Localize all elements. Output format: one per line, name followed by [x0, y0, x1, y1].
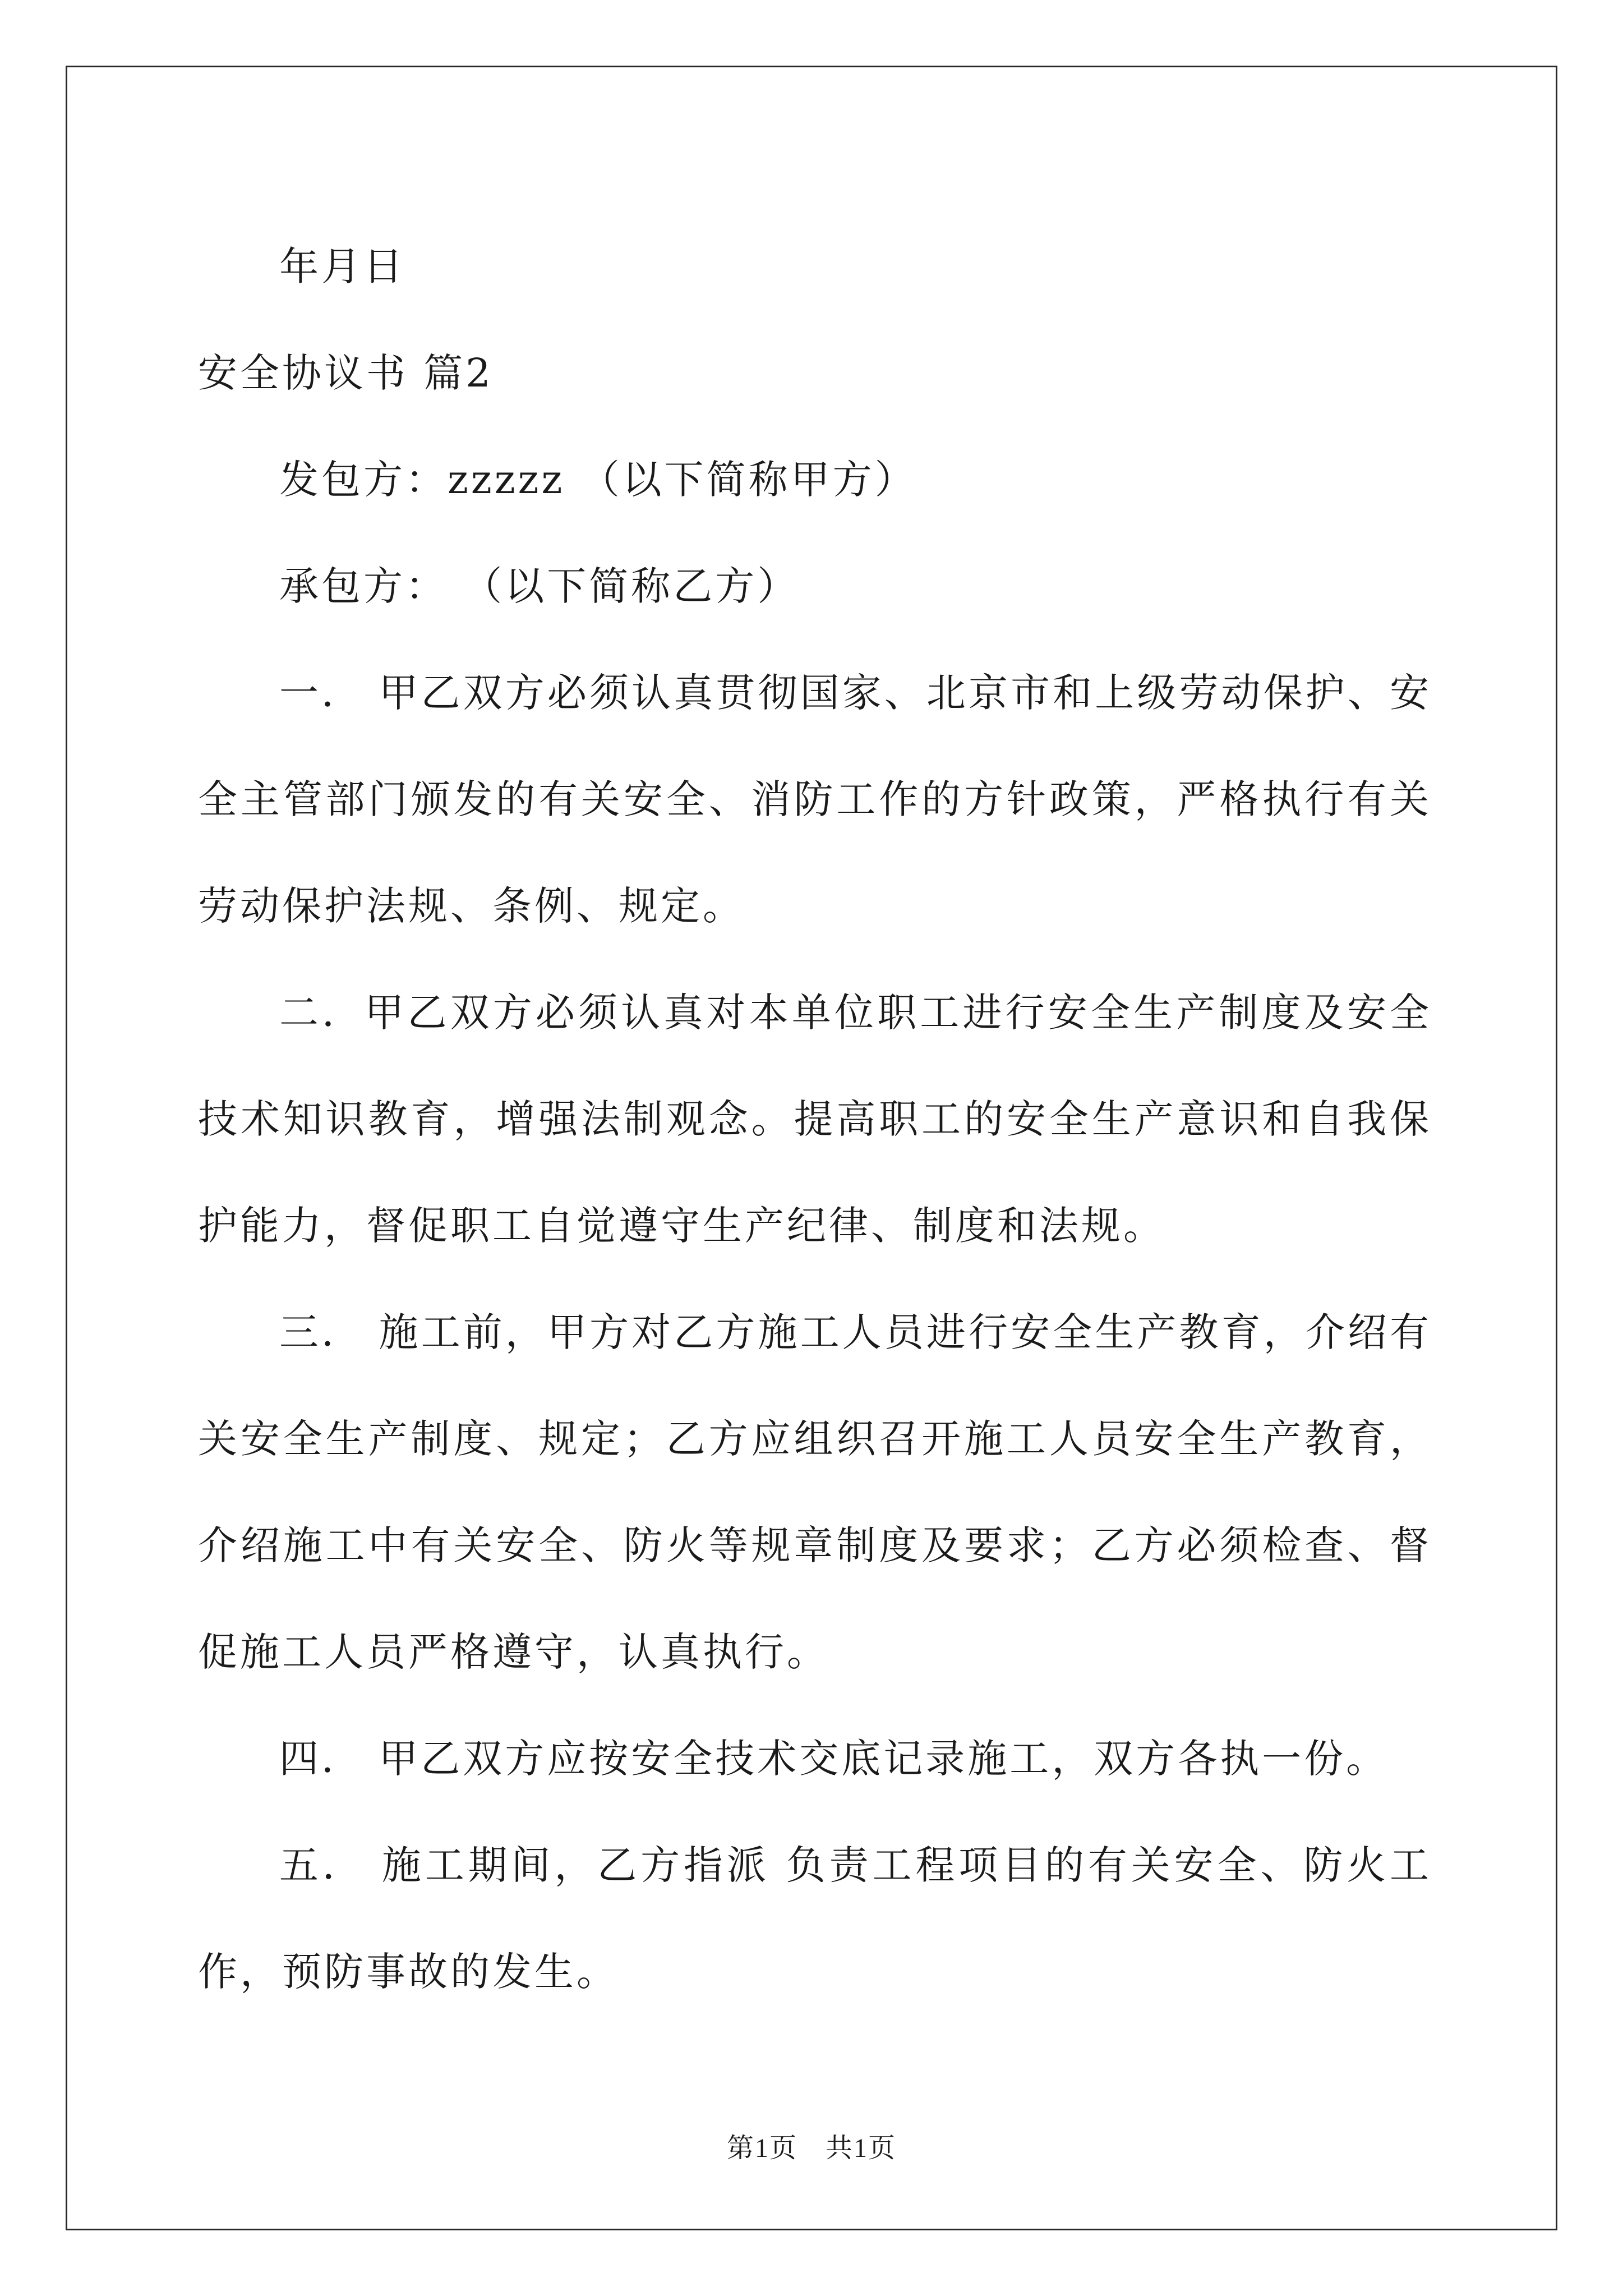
document-body [198, 213, 1432, 2025]
section-title: 安全协议书 篇2 [198, 350, 494, 396]
date-line: 年月日 [279, 243, 405, 289]
clause-1: 一． 甲乙双方必须认真贯彻国家、北京市和上级劳动保护、安全主管部门颁发的有关安全、消防工作的方针政策，严格执行有关劳动保护法规、条例、规定。 [198, 670, 1432, 929]
clause-2: 二．甲乙双方必须认真对本单位职工进行安全生产制度及安全技术知识教育，增强法制观念。提高职工的安全生产意识和自我保护能力，督促职工自觉遵守生产纪律、制度和法规。 [198, 990, 1432, 1249]
party-b-line: 承包方： （以下简称乙方） [279, 563, 800, 609]
party-a-line: 发包方：zzzzz （以下简称甲方） [279, 457, 917, 503]
page-footer [0, 2126, 1623, 2165]
clause-3: 三． 施工前，甲方对乙方施工人员进行安全生产教育，介绍有关安全生产制度、规定；乙方应组织召开施工人员安全生产教育，介绍施工中有关安全、防火等规章制度及要求；乙方必须检查、督促施工人员严格遵守，认真执行。 [198, 1309, 1432, 1675]
page-number: 第1页 [726, 2133, 797, 2163]
page-total: 共1页 [826, 2133, 897, 2163]
clause-4: 四． 甲乙双方应按安全技术交底记录施工，双方各执一份。 [279, 1736, 1389, 1782]
clause-5: 五． 施工期间，乙方指派 负责工程项目的有关安全、防火工作，预防事故的发生。 [198, 1842, 1432, 1995]
